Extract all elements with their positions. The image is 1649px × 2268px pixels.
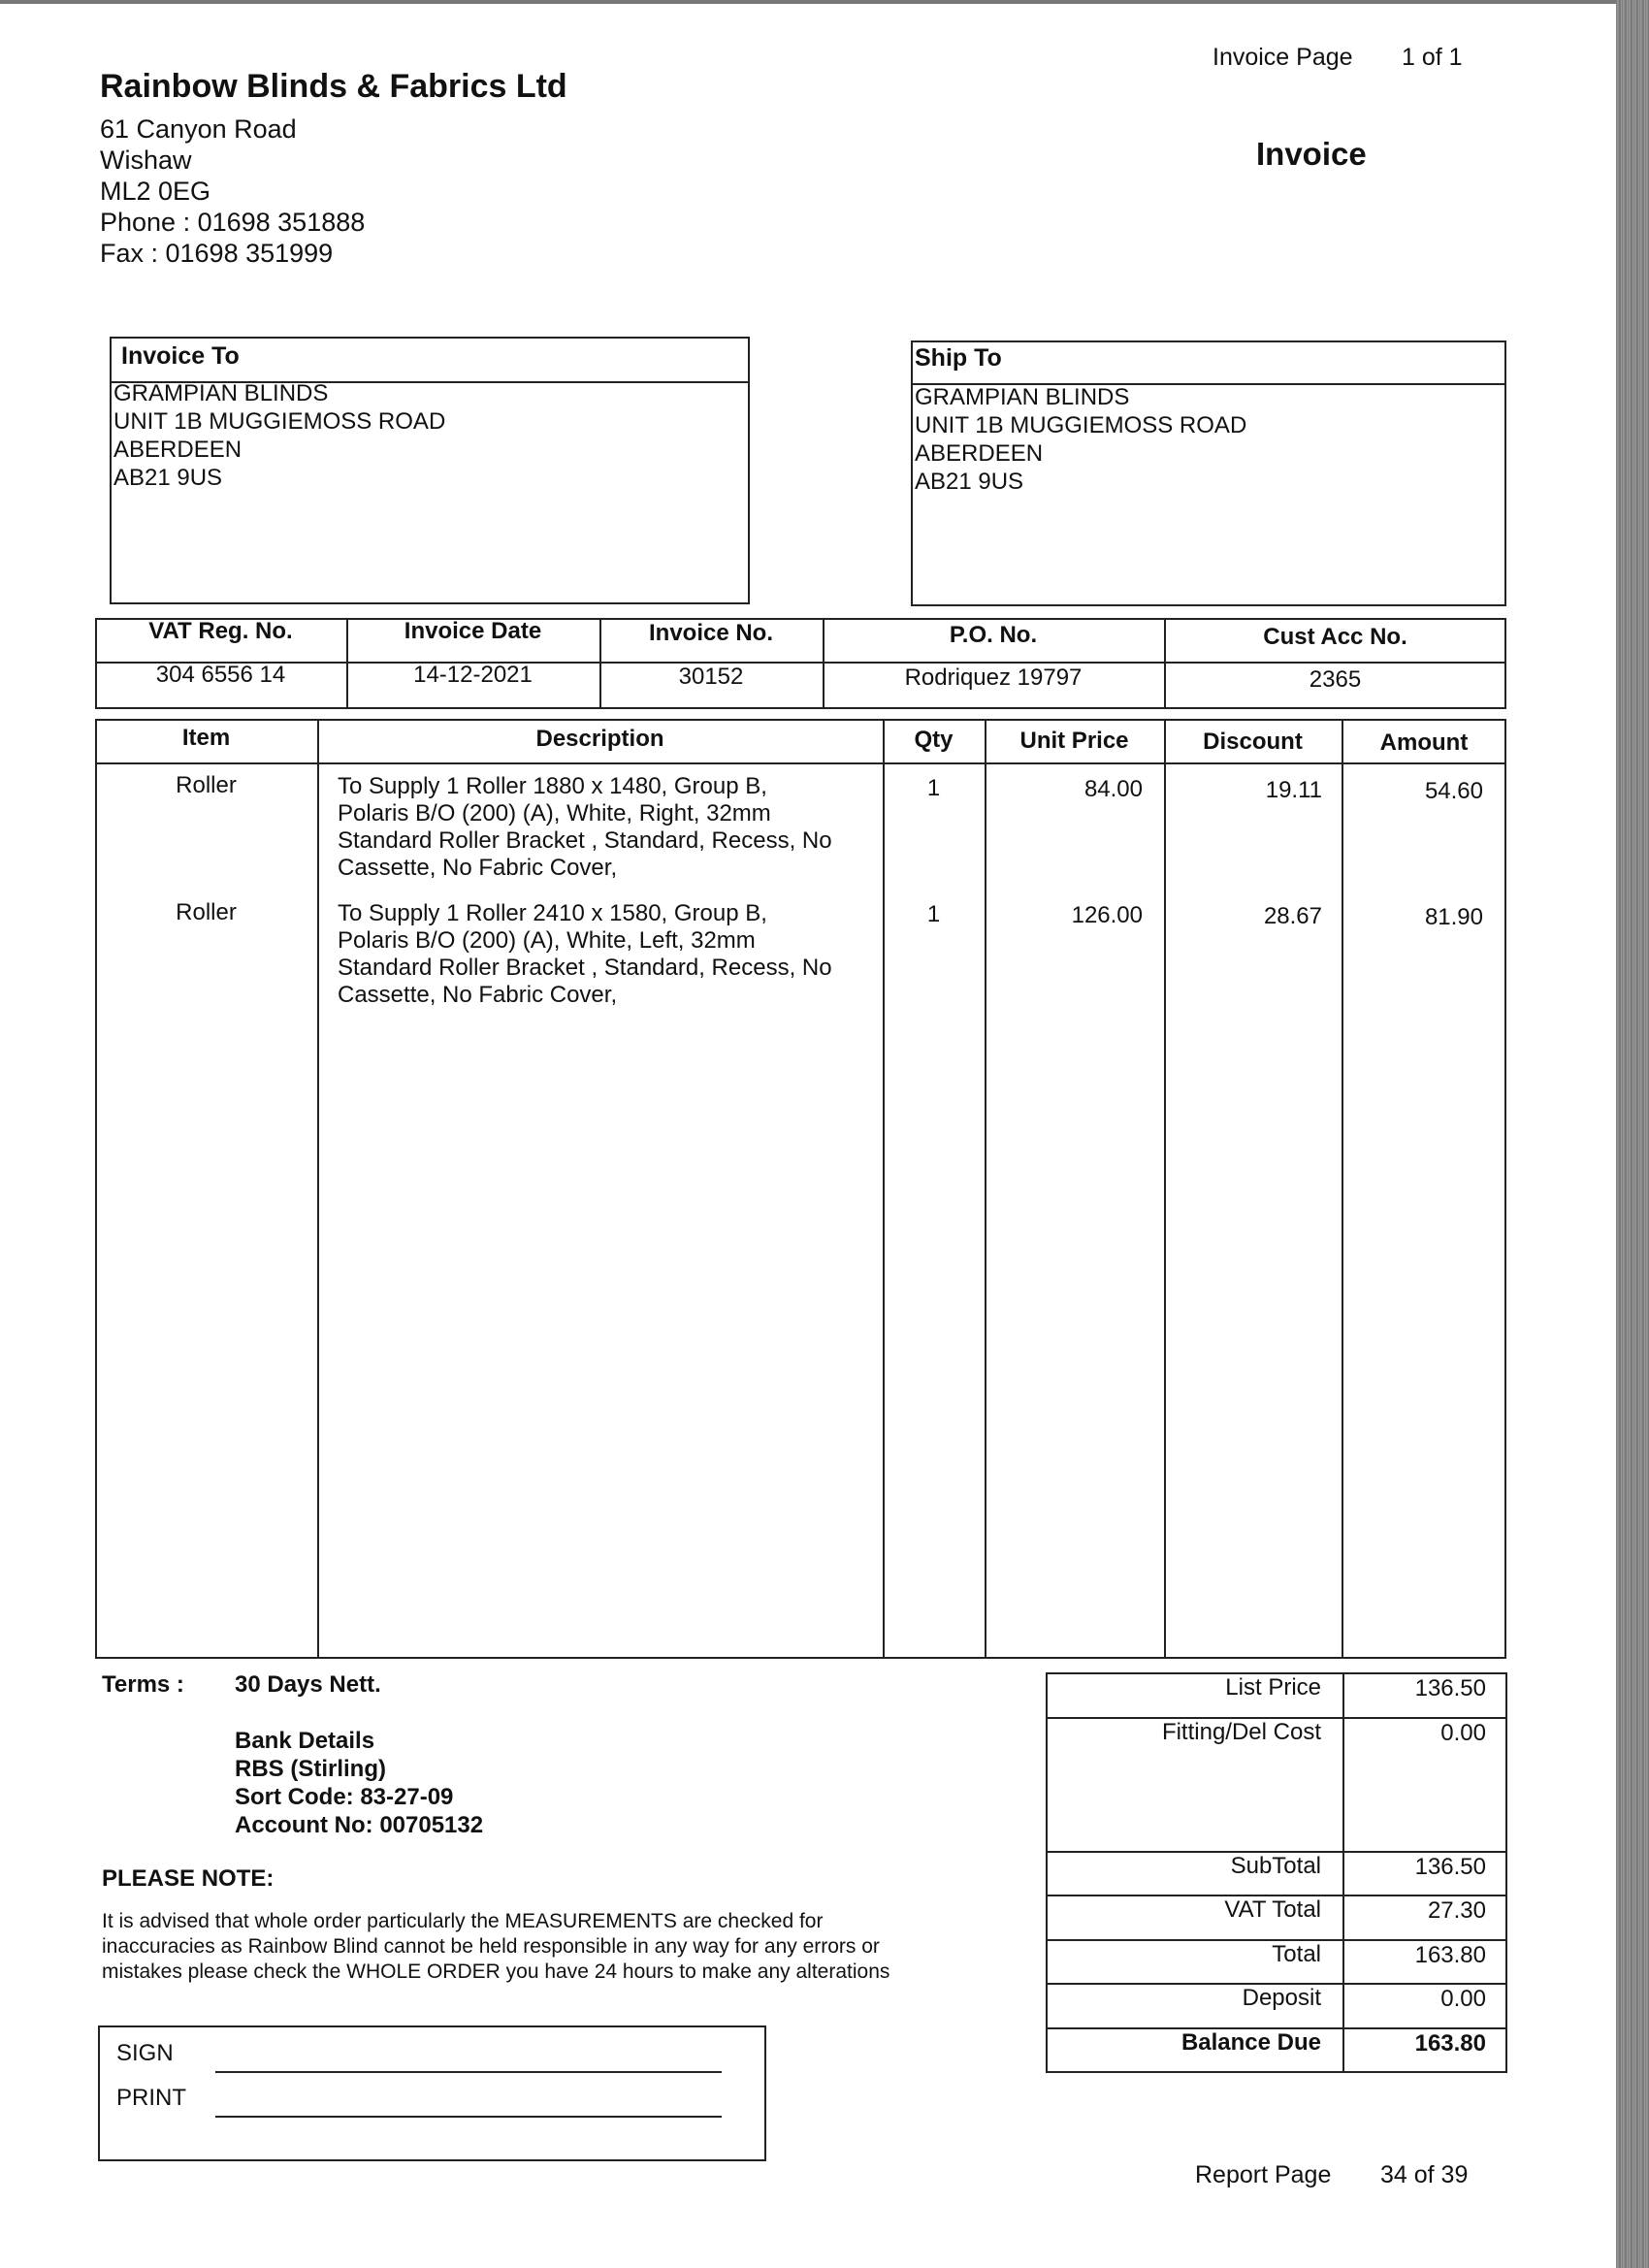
unit-price-header: Unit Price [1019, 728, 1129, 754]
divider [883, 719, 885, 1659]
scan-right-edge [1616, 0, 1649, 2268]
invoice-to-line: GRAMPIAN BLINDS [113, 380, 329, 406]
deposit-label: Deposit [1242, 1985, 1321, 2011]
print-line[interactable] [215, 2116, 722, 2118]
po-no-header: P.O. No. [949, 622, 1038, 648]
terms-label: Terms : [102, 1671, 184, 1698]
document-title: Invoice [1256, 136, 1367, 172]
total-label: Total [1272, 1941, 1321, 1967]
table-row-unit-price: 126.00 [1071, 902, 1143, 928]
table-row-description [338, 900, 832, 1009]
table-row-qty: 1 [926, 901, 941, 927]
sign-label: SIGN [116, 2040, 174, 2066]
bank-details-heading: Bank Details [235, 1728, 375, 1754]
print-label: PRINT [116, 2085, 186, 2111]
address-line: 61 Canyon Road [100, 114, 297, 144]
page-value: 1 of 1 [1402, 44, 1463, 71]
cust-acc-value: 2365 [1309, 666, 1362, 693]
balance-due-label: Balance Due [1180, 2029, 1321, 2056]
item-header: Item [181, 725, 231, 751]
invoice-date-value: 14-12-2021 [413, 662, 533, 688]
sign-line[interactable] [215, 2071, 722, 2073]
note-line: It is advised that whole order particularly the MEASUREMENTS are checked for [102, 1910, 824, 1932]
address-line: ML2 0EG [100, 177, 211, 206]
account-no: Account No: 00705132 [235, 1812, 484, 1838]
invoice-to-heading: Invoice To [121, 342, 240, 370]
subtotal-value: 136.50 [1414, 1854, 1486, 1880]
scan-top-edge [0, 0, 1649, 4]
note-heading: PLEASE NOTE: [102, 1865, 275, 1892]
page-label: Invoice Page [1212, 44, 1353, 71]
subtotal-label: SubTotal [1230, 1853, 1321, 1879]
vat-reg-header: VAT Reg. No. [148, 618, 293, 644]
bank-name: RBS (Stirling) [235, 1756, 386, 1782]
ship-to-line: GRAMPIAN BLINDS [915, 384, 1130, 410]
address-line: Wishaw [100, 146, 192, 175]
discount-header: Discount [1203, 729, 1303, 755]
description-line: Polaris B/O (200) (A), White, Right, 32mm [338, 800, 771, 826]
ship-to-line: AB21 9US [915, 469, 1024, 495]
terms-value: 30 Days Nett. [235, 1671, 381, 1698]
invoice-to-line: ABERDEEN [113, 437, 242, 463]
table-row-discount: 28.67 [1263, 903, 1322, 929]
divider [95, 762, 1506, 764]
divider [1164, 719, 1166, 1659]
po-no-value: Rodriquez 19797 [904, 664, 1083, 691]
vat-total-value: 27.30 [1427, 1897, 1486, 1924]
fax-line: Fax : 01698 351999 [100, 239, 334, 268]
fitting-cost-label: Fitting/Del Cost [1161, 1719, 1321, 1745]
note-line: mistakes please check the WHOLE ORDER you have 24 hours to make any alterations [102, 1960, 890, 1983]
invoice-no-header: Invoice No. [648, 620, 774, 646]
description-header: Description [535, 726, 664, 752]
balance-due-value: 163.80 [1414, 2030, 1486, 2057]
divider [985, 719, 986, 1659]
deposit-value: 0.00 [1440, 1986, 1486, 2012]
qty-header: Qty [914, 727, 954, 753]
table-row-unit-price: 84.00 [1083, 776, 1143, 802]
list-price-label: List Price [1225, 1674, 1321, 1701]
report-page-value: 34 of 39 [1380, 2161, 1469, 2188]
company-name: Rainbow Blinds & Fabrics Ltd [100, 68, 567, 105]
description-line: Cassette, No Fabric Cover, [338, 982, 618, 1008]
divider [1342, 719, 1343, 1659]
table-row-discount: 19.11 [1265, 777, 1322, 803]
table-row-description [338, 773, 832, 882]
note-body [102, 1909, 889, 1985]
fitting-cost-value: 0.00 [1440, 1720, 1486, 1746]
description-line: Polaris B/O (200) (A), White, Left, 32mm [338, 927, 756, 954]
table-row-amount: 54.60 [1424, 778, 1483, 804]
invoice-date-header: Invoice Date [404, 618, 542, 644]
amount-header: Amount [1379, 729, 1469, 756]
report-page-label: Report Page [1195, 2161, 1332, 2188]
signature-box [98, 2025, 766, 2161]
vat-total-label: VAT Total [1224, 1896, 1321, 1923]
list-price-value: 136.50 [1414, 1675, 1486, 1701]
invoice-to-line: UNIT 1B MUGGIEMOSS ROAD [113, 408, 446, 435]
table-row-amount: 81.90 [1424, 904, 1483, 930]
total-value: 163.80 [1414, 1942, 1486, 1968]
invoice-to-line: AB21 9US [113, 465, 223, 491]
divider [317, 719, 319, 1659]
table-row-item: Roller [176, 899, 237, 925]
phone-line: Phone : 01698 351888 [100, 208, 366, 237]
table-row-qty: 1 [926, 775, 941, 801]
ship-to-heading: Ship To [915, 344, 1002, 372]
description-line: Standard Roller Bracket , Standard, Recess, No [338, 955, 832, 981]
description-line: Standard Roller Bracket , Standard, Recess, No [338, 827, 832, 854]
invoice-no-value: 30152 [678, 664, 744, 690]
note-line: inaccuracies as Rainbow Blind cannot be held responsible in any way for any errors or [102, 1935, 880, 1958]
table-row-item: Roller [176, 772, 237, 798]
sort-code: Sort Code: 83-27-09 [235, 1784, 454, 1810]
ship-to-line: UNIT 1B MUGGIEMOSS ROAD [915, 412, 1247, 438]
description-line: To Supply 1 Roller 2410 x 1580, Group B, [338, 900, 767, 926]
description-line: Cassette, No Fabric Cover, [338, 855, 618, 881]
vat-reg-value: 304 6556 14 [155, 662, 286, 688]
ship-to-line: ABERDEEN [915, 440, 1044, 467]
cust-acc-header: Cust Acc No. [1263, 624, 1407, 650]
description-line: To Supply 1 Roller 1880 x 1480, Group B, [338, 773, 767, 799]
